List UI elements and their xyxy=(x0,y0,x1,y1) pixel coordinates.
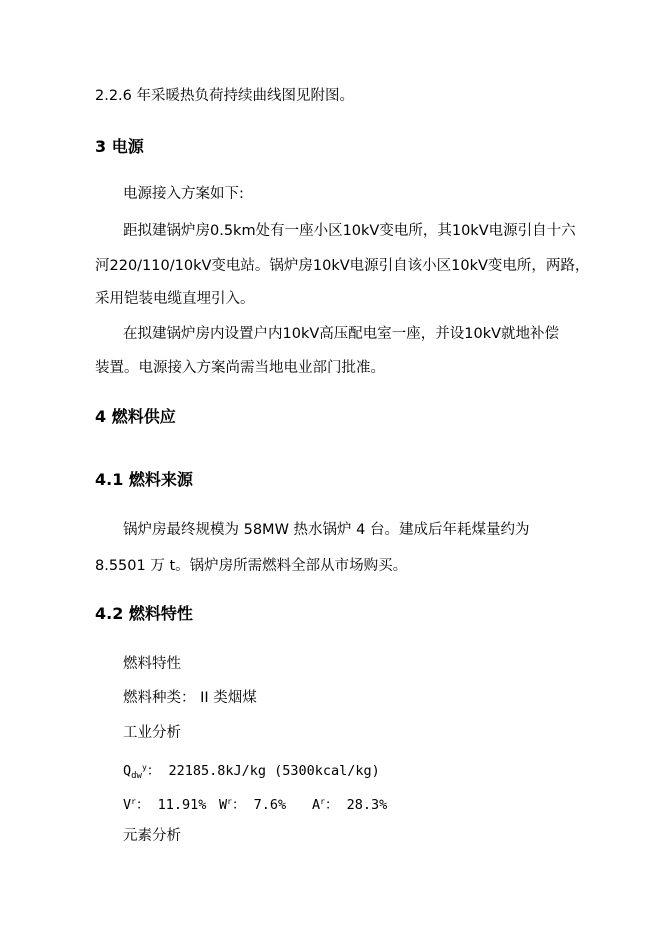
volatile-row xyxy=(123,792,206,815)
moisture-symbol: W xyxy=(219,797,228,813)
heading-4-1-fuel-source: 4.1 燃料来源 xyxy=(95,470,193,489)
volatile-superscript: r xyxy=(131,797,136,806)
ash-value: ： 28.3% xyxy=(324,797,388,813)
heading-3-power-supply: 3 电源 xyxy=(95,137,144,156)
paragraph-power-line-1: 距拟建锅炉房0.5km处有一座小区10kV变电所，其10kV电源引自十六 xyxy=(123,223,576,239)
ash-symbol: A xyxy=(312,797,321,813)
volatile-value: ： 11.91% xyxy=(135,797,207,813)
paragraph-power-line-2: 河220/110/10kV变电站。锅炉房10kV电源引自该小区10kV变电所，两路， xyxy=(95,258,590,274)
moisture-superscript: r xyxy=(227,797,232,806)
heading-4-fuel-supply: 4 燃料供应 xyxy=(95,407,176,426)
ash-group xyxy=(312,792,387,815)
label-proximate-analysis: 工业分析 xyxy=(123,725,181,741)
paragraph-fuel-source-line-1: 锅炉房最终规模为 58MW 热水锅炉 4 台。建成后年耗煤量约为 xyxy=(123,522,530,538)
calorific-subscript: dw xyxy=(131,771,142,781)
ash-superscript: r xyxy=(320,797,325,806)
volatile-symbol: V xyxy=(123,797,132,813)
label-ultimate-analysis: 元素分析 xyxy=(123,828,181,844)
paragraph-substation-line-1: 在拟建锅炉房内设置户内10kV高压配电室一座，并设10kV就地补偿 xyxy=(123,326,560,342)
heading-4-2-fuel-properties: 4.2 燃料特性 xyxy=(95,604,193,623)
paragraph-substation-line-2: 装置。电源接入方案尚需当地电业部门批准。 xyxy=(95,360,385,376)
calorific-value-row xyxy=(123,758,380,786)
calorific-value: ： 22185.8kJ/kg (5300kcal/kg) xyxy=(146,763,380,779)
moisture-group xyxy=(219,792,286,815)
paragraph-power-intro: 电源接入方案如下: xyxy=(123,186,244,202)
paragraph-fuel-source-line-2: 8.5501 万 t。锅炉房所需燃料全部从市场购买。 xyxy=(95,558,408,574)
calorific-superscript: y xyxy=(141,763,147,772)
moisture-value: ： 7.6% xyxy=(231,797,287,813)
paragraph-power-line-3: 采用铠装电缆直埋引入。 xyxy=(95,291,255,307)
label-fuel-type: 燃料种类： II 类烟煤 xyxy=(123,690,257,706)
calorific-symbol: Q xyxy=(123,763,132,779)
section-2-2-6-text: 2.2.6 年采暖热负荷持续曲线图见附图。 xyxy=(95,88,355,104)
label-fuel-properties: 燃料特性 xyxy=(123,656,181,672)
